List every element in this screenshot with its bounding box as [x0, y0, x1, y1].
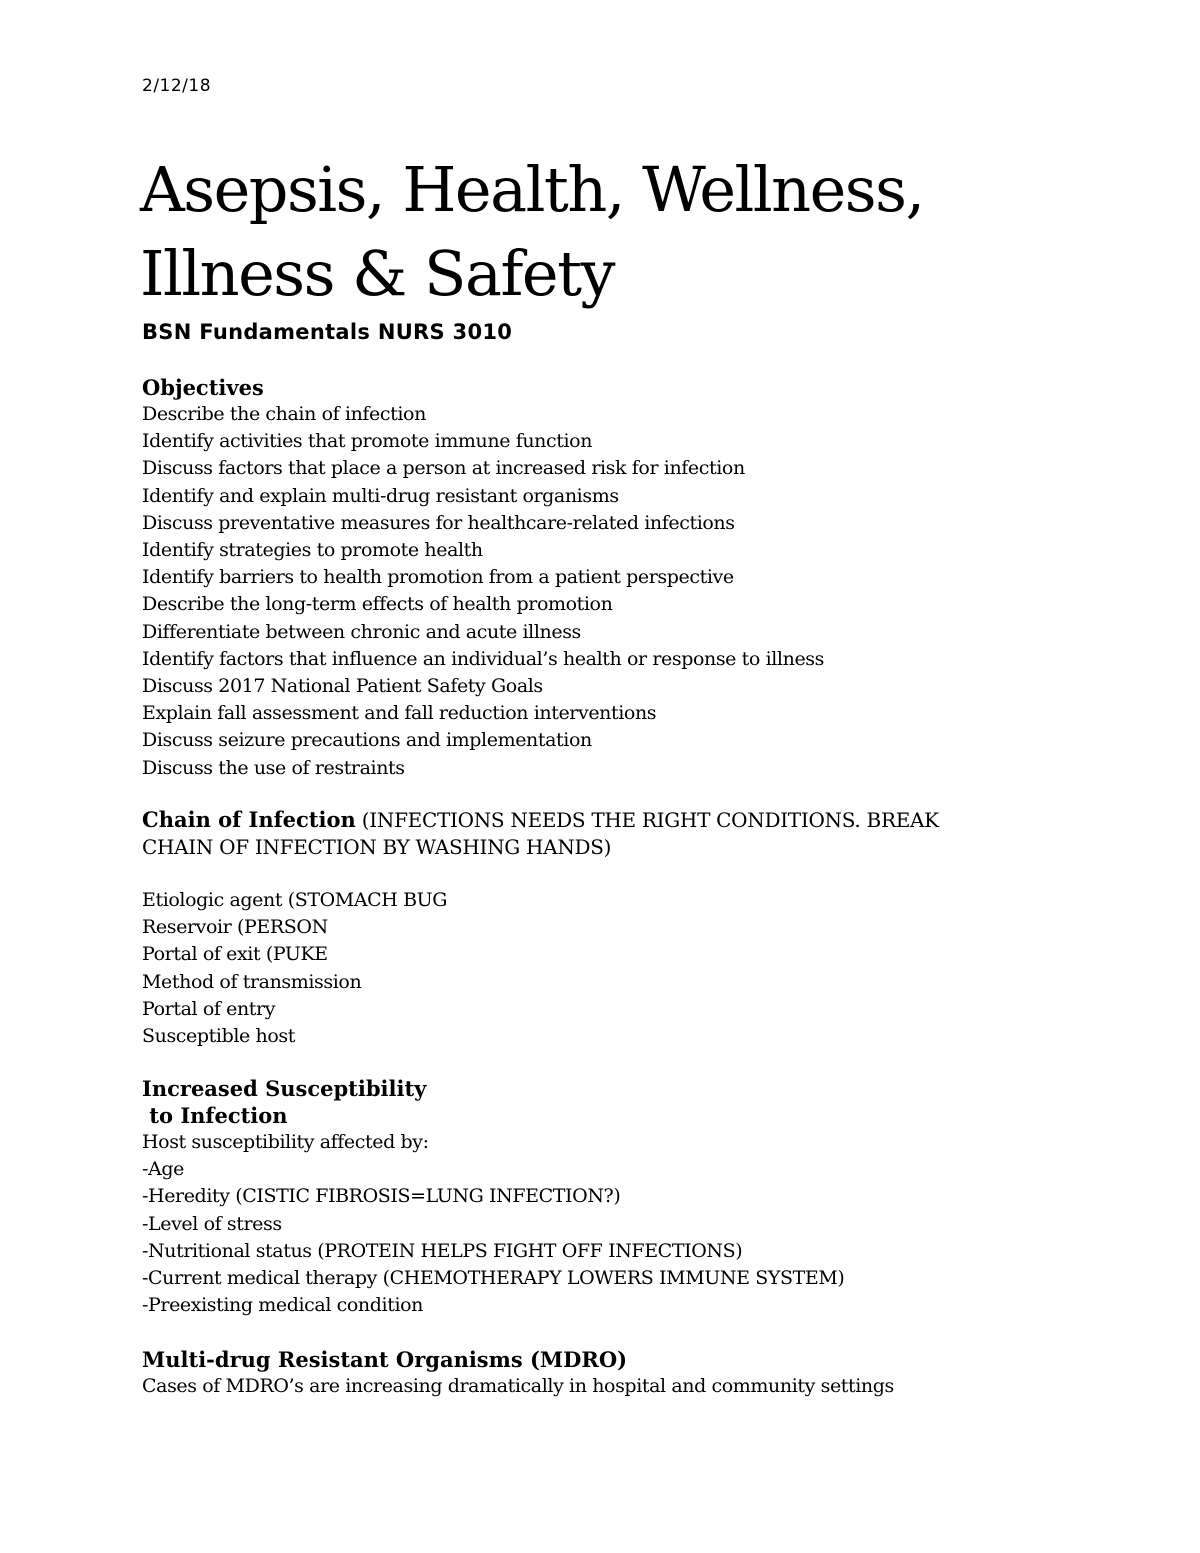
- susceptibility-item: -Age: [142, 1158, 184, 1181]
- objective-item: Describe the chain of infection: [142, 403, 426, 425]
- document-title: [140, 148, 924, 316]
- objective-item: Discuss preventative measures for healthcare-related infections: [142, 511, 735, 534]
- objective-item: Discuss 2017 National Patient Safety Goals: [142, 675, 543, 698]
- chain-heading-label: Chain of Infection: [142, 807, 356, 832]
- chain-list-section: [142, 887, 1142, 1050]
- objective-item: Identify activities that promote immune function: [142, 430, 593, 453]
- objective-item: Describe the long-term effects of health promotion: [142, 593, 613, 616]
- title-line-2: Illness & Safety: [140, 237, 615, 310]
- chain-item: Susceptible host: [142, 1025, 295, 1048]
- title-line-1: Asepsis, Health, Wellness,: [140, 153, 924, 226]
- mdro-heading: Multi-drug Resistant Organisms (MDRO): [142, 1347, 628, 1372]
- chain-item: Portal of entry: [142, 997, 276, 1020]
- objective-item: Differentiate between chronic and acute illness: [142, 620, 581, 643]
- susceptibility-item: -Current medical therapy (CHEMOTHERAPY LOWERS IMMUNE SYSTEM): [142, 1267, 845, 1290]
- document-date: 2/12/18: [142, 76, 212, 96]
- chain-item: Etiologic agent (STOMACH BUG: [142, 889, 448, 911]
- susceptibility-item: -Heredity (CISTIC FIBROSIS=LUNG INFECTION?): [142, 1185, 621, 1208]
- objective-item: Discuss seizure precautions and implementation: [142, 729, 592, 752]
- objective-item: Identify and explain multi-drug resistant organisms: [142, 484, 619, 507]
- susceptibility-heading-line-2: to Infection: [142, 1103, 288, 1128]
- chain-item: Portal of exit (PUKE: [142, 943, 328, 966]
- objectives-heading: Objectives: [142, 375, 264, 400]
- objectives-section: [142, 374, 1142, 782]
- objective-item: Identify barriers to health promotion from a patient perspective: [142, 566, 734, 589]
- chain-note-line-2: CHAIN OF INFECTION BY WASHING HANDS): [142, 835, 612, 859]
- chain-item: Reservoir (PERSON: [142, 916, 328, 939]
- chain-heading: [142, 806, 1142, 834]
- mdro-section: [142, 1346, 1142, 1400]
- chain-of-infection-section: [142, 806, 1142, 861]
- chain-note-line-1: (INFECTIONS NEEDS THE RIGHT CONDITIONS. BREAK: [355, 808, 939, 832]
- mdro-text: Cases of MDRO’s are increasing dramatically in hospital and community settings: [142, 1375, 894, 1397]
- chain-list: [142, 887, 1142, 1050]
- chain-item: Method of transmission: [142, 970, 362, 993]
- objective-item: Explain fall assessment and fall reduction interventions: [142, 702, 657, 725]
- susceptibility-item: -Nutritional status (PROTEIN HELPS FIGHT OFF INFECTIONS): [142, 1239, 743, 1262]
- susceptibility-heading-line-1: Increased Susceptibility: [142, 1076, 427, 1101]
- objective-item: Discuss factors that place a person at increased risk for infection: [142, 457, 745, 480]
- susceptibility-intro: Host susceptibility affected by:: [142, 1131, 429, 1153]
- susceptibility-list: [142, 1156, 1142, 1319]
- objectives-list: [142, 401, 1142, 782]
- objective-item: Identify factors that influence an individual’s health or response to illness: [142, 647, 824, 670]
- susceptibility-section: [142, 1075, 1142, 1319]
- course-subtitle: BSN Fundamentals NURS 3010: [142, 320, 513, 344]
- objective-item: Identify strategies to promote health: [142, 539, 483, 562]
- susceptibility-item: -Level of stress: [142, 1212, 282, 1235]
- susceptibility-item: -Preexisting medical condition: [142, 1294, 423, 1317]
- objective-item: Discuss the use of restraints: [142, 756, 405, 779]
